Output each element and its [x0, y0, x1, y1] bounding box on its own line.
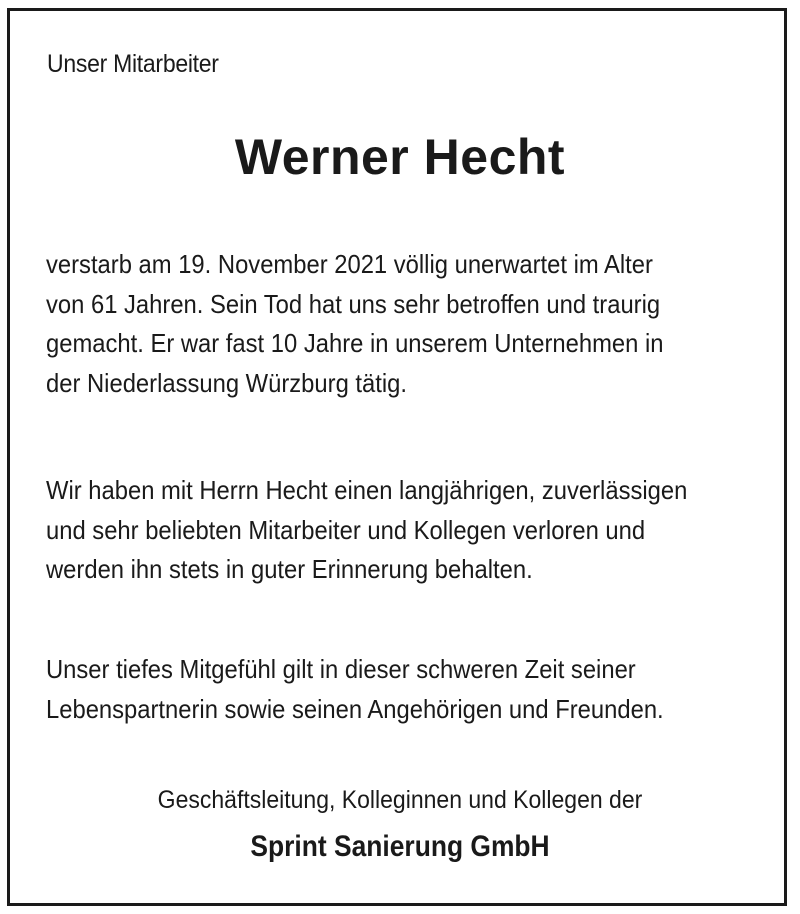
paragraph-line: verstarb am 19. November 2021 völlig unerwartet im Alter — [46, 249, 653, 279]
paragraph-line: gemacht. Er war fast 10 Jahre in unserem Unternehmen in — [46, 328, 664, 358]
paragraph-death-announcement — [46, 245, 755, 403]
paragraph-line: Unser tiefes Mitgefühl gilt in dieser schweren Zeit seiner — [46, 654, 636, 684]
paragraph-line: werden ihn stets in guter Erinnerung behalten. — [46, 554, 533, 584]
company-name: Sprint Sanierung GmbH — [250, 830, 550, 863]
paragraph-condolences — [46, 650, 755, 729]
paragraph-line: von 61 Jahren. Sein Tod hat uns sehr betroffen und traurig — [46, 288, 661, 319]
closing-signature: Geschäftsleitung, Kolleginnen und Kollegen der — [157, 786, 643, 814]
intro-text: Unser Mitarbeiter — [47, 50, 219, 78]
paragraph-line: Wir haben mit Herrn Hecht einen langjährigen, zuverlässigen — [46, 475, 688, 505]
paragraph-line: und sehr beliebten Mitarbeiter und Kollegen verloren und — [46, 514, 646, 545]
deceased-name: Werner Hecht — [234, 129, 566, 185]
paragraph-line: Lebenspartnerin sowie seinen Angehörigen und Freunden. — [46, 693, 664, 724]
paragraph-tribute — [46, 471, 755, 590]
paragraph-line: der Niederlassung Würzburg tätig. — [46, 367, 407, 398]
